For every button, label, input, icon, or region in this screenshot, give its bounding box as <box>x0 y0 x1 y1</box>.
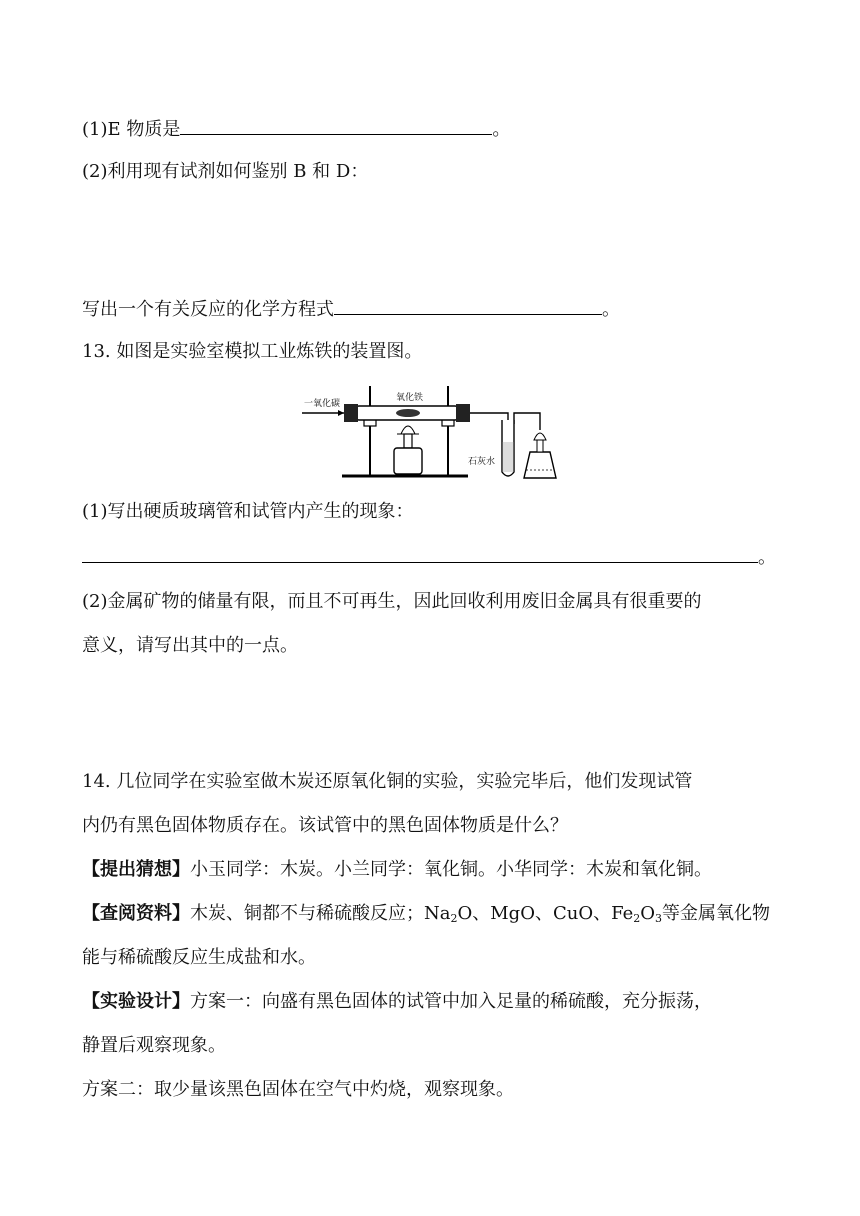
q13-part1: (1)写出硬质玻璃管和试管内产生的现象： <box>82 501 414 522</box>
hypothesis-label: 【提出猜想】 <box>82 859 190 880</box>
q13-title: 13. 如图是实验室模拟工业炼铁的装置图。 <box>82 341 423 362</box>
data-text-b: O、MgO、CuO、Fe <box>457 903 634 924</box>
design-label: 【实验设计】 <box>82 991 190 1012</box>
punctuation: 。 <box>758 547 776 568</box>
data-label: 【查阅资料】 <box>82 903 190 924</box>
q12-answer-blank-equation[interactable] <box>334 296 602 315</box>
label-limewater: 石灰水 <box>468 457 496 467</box>
exhaust-tube <box>514 413 540 430</box>
left-stopper <box>344 404 358 422</box>
q12-equation-text: 写出一个有关反应的化学方程式 <box>82 299 334 320</box>
data-text-a: 木炭、铜都不与稀硫酸反应；Na <box>190 903 451 924</box>
lamp-flame-icon <box>534 433 546 440</box>
iron-oxide-powder <box>396 409 420 417</box>
q13-part2-line2: 意义，请写出其中的一点。 <box>82 635 298 656</box>
q14-line2: 内仍有黑色固体物质存在。该试管中的黑色固体物质是什么？ <box>82 815 568 836</box>
right-stopper <box>456 404 470 422</box>
q14-hypothesis <box>82 858 712 882</box>
flame-icon <box>401 426 415 434</box>
q14-design-line2: 静置后观察现象。 <box>82 1035 226 1056</box>
arrow-icon <box>338 410 344 416</box>
hypothesis-text: 小玉同学：木炭。小兰同学：氧化铜。小华同学：木炭和氧化铜。 <box>190 859 712 880</box>
label-carbon-monoxide: 一氧化碳 <box>304 399 341 409</box>
q12-part1 <box>82 116 510 142</box>
q12-part1-text: (1)E 物质是 <box>82 119 181 140</box>
ironmaking-apparatus-figure <box>302 382 574 482</box>
q14-plan2: 方案二：取少量该黑色固体在空气中灼烧，观察现象。 <box>82 1079 514 1100</box>
punctuation: 。 <box>602 299 620 320</box>
alcohol-lamp <box>524 452 556 478</box>
q12-equation <box>82 296 620 322</box>
q14-line1: 14. 几位同学在实验室做木炭还原氧化铜的实验，实验完毕后，他们发现试管 <box>82 771 693 792</box>
q14-data-line2: 能与稀硫酸反应生成盐和水。 <box>82 947 316 968</box>
burner-tube <box>404 434 412 448</box>
data-text-d: 等金属氧化物 <box>662 903 770 924</box>
q14-data <box>82 902 770 931</box>
q14-design <box>82 990 712 1014</box>
q12-part2: (2)利用现有试剂如何鉴别 B 和 D： <box>82 161 369 182</box>
q13-part2-line1: (2)金属矿物的储量有限，而且不可再生，因此回收利用废旧金属具有很重要的 <box>82 591 702 612</box>
lamp-wick <box>537 440 543 452</box>
subscript-3: 3 <box>655 912 662 925</box>
alcohol-blast-lamp <box>394 448 422 474</box>
punctuation: 。 <box>492 119 511 140</box>
subscript-2: 2 <box>633 912 641 925</box>
label-iron-oxide: 氧化铁 <box>396 393 424 403</box>
q12-answer-blank-e[interactable] <box>180 116 492 135</box>
design-text: 方案一：向盛有黑色固体的试管中加入足量的稀硫酸，充分振荡， <box>190 991 712 1012</box>
subscript-2: 2 <box>450 912 458 925</box>
limewater <box>503 442 514 472</box>
data-text-c: O <box>640 903 655 924</box>
q13-part1-answer <box>82 544 776 570</box>
q13-answer-blank-phenomenon[interactable] <box>82 544 758 563</box>
